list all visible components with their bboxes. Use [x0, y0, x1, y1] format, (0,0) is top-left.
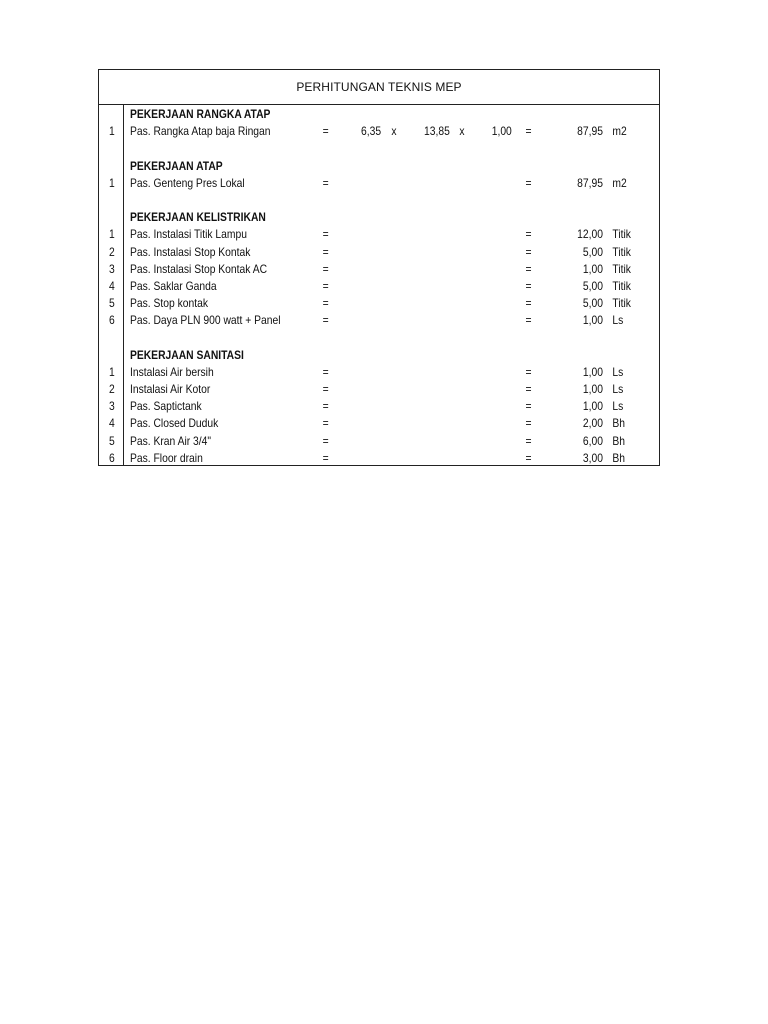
table-row: [99, 261, 659, 278]
table-row: [99, 123, 659, 140]
table-row: [99, 398, 659, 415]
table-row: [99, 295, 659, 312]
item-result: 1,00: [582, 261, 603, 276]
item-unit: Bh: [612, 433, 626, 448]
item-description: Pas. Stop kontak: [129, 296, 208, 311]
item-unit: Titik: [612, 244, 631, 259]
section-heading-row: [99, 158, 659, 175]
equals-sign: =: [525, 124, 532, 139]
equals-sign: =: [322, 175, 329, 190]
equals-sign: =: [322, 399, 329, 414]
equals-sign: =: [322, 313, 329, 328]
item-number: 2: [109, 244, 115, 259]
equals-sign: =: [525, 364, 532, 379]
section-heading: PEKERJAAN KELISTRIKAN: [129, 210, 266, 225]
section-spacer: [99, 192, 659, 209]
equals-sign: =: [525, 433, 532, 448]
item-result: 2,00: [582, 416, 603, 431]
table-row: [99, 244, 659, 261]
section-spacer: [99, 140, 659, 157]
calculation-sheet: [98, 69, 660, 466]
item-number: 1: [109, 364, 115, 379]
item-result: 1,00: [582, 364, 603, 379]
item-unit: Ls: [612, 313, 624, 328]
equals-sign: =: [322, 227, 329, 242]
item-number: 4: [109, 416, 115, 431]
equals-sign: =: [525, 244, 532, 259]
factor-1: 6,35: [360, 124, 382, 139]
item-description: Pas. Saklar Ganda: [129, 278, 217, 293]
table-row: [99, 433, 659, 450]
item-result: 12,00: [577, 227, 603, 242]
item-unit: Titik: [612, 227, 631, 242]
item-number: 2: [109, 382, 115, 396]
item-result: 5,00: [582, 244, 603, 259]
item-description: Pas. Floor drain: [129, 450, 203, 465]
equals-sign: =: [525, 278, 532, 293]
equals-sign: =: [322, 278, 329, 293]
item-unit: Bh: [612, 416, 626, 431]
multiply-sign: x: [459, 124, 465, 139]
item-result: 3,00: [582, 450, 603, 465]
item-description: Pas. Rangka Atap baja Ringan: [129, 124, 271, 139]
table-row: [99, 364, 659, 381]
item-unit: Ls: [612, 399, 624, 414]
item-description: Pas. Kran Air 3/4": [129, 433, 212, 448]
item-description: Instalasi Air Kotor: [129, 382, 211, 396]
item-result: 6,00: [582, 433, 603, 448]
section-heading-row: [99, 106, 659, 123]
item-number: 1: [109, 175, 115, 190]
equals-sign: =: [525, 261, 532, 276]
equals-sign: =: [322, 364, 329, 379]
item-number: 3: [109, 399, 115, 414]
equals-sign: =: [322, 433, 329, 448]
table-row: [99, 278, 659, 295]
item-unit: Bh: [612, 450, 626, 465]
equals-sign: =: [525, 416, 532, 431]
equals-sign: =: [525, 296, 532, 311]
item-description: Pas. Closed Duduk: [129, 416, 219, 431]
item-description: Pas. Instalasi Stop Kontak: [129, 244, 251, 259]
item-number: 1: [109, 227, 115, 242]
item-unit: Titik: [612, 261, 631, 276]
item-description: Pas. Saptictank: [129, 399, 202, 414]
item-unit: Ls: [612, 364, 624, 379]
item-description: Pas. Daya PLN 900 watt + Panel: [129, 313, 281, 328]
equals-sign: =: [322, 382, 329, 396]
equals-sign: =: [322, 450, 329, 465]
section-heading: PEKERJAAN RANGKA ATAP: [129, 107, 271, 121]
multiply-sign: x: [391, 124, 397, 139]
item-description: Pas. Genteng Pres Lokal: [129, 175, 245, 190]
table-row: [99, 415, 659, 432]
equals-sign: =: [322, 416, 329, 431]
table-row: [99, 450, 659, 467]
item-number: 5: [109, 296, 115, 311]
item-number: 4: [109, 278, 115, 293]
section-heading: PEKERJAAN ATAP: [129, 158, 223, 173]
table-row: [99, 381, 659, 398]
section-heading-row: [99, 209, 659, 226]
table-row: [99, 312, 659, 329]
section-heading: PEKERJAAN SANITASI: [129, 347, 244, 362]
item-unit: Ls: [612, 382, 624, 396]
equals-sign: =: [525, 382, 532, 396]
equals-sign: =: [322, 296, 329, 311]
item-unit: m2: [612, 175, 627, 190]
item-unit: Titik: [612, 278, 631, 293]
item-result: 87,95: [577, 124, 603, 139]
item-result: 1,00: [582, 399, 603, 414]
item-result: 5,00: [582, 296, 603, 311]
item-unit: m2: [612, 124, 627, 139]
section-spacer: [99, 329, 659, 346]
sheet-rows: [99, 106, 659, 467]
item-number: 6: [109, 313, 115, 328]
table-row: [99, 226, 659, 243]
factor-2: 13,85: [424, 124, 450, 139]
item-description: Pas. Instalasi Titik Lampu: [129, 227, 247, 242]
item-result: 1,00: [582, 313, 603, 328]
item-description: Pas. Instalasi Stop Kontak AC: [129, 261, 268, 276]
item-result: 5,00: [582, 278, 603, 293]
equals-sign: =: [322, 124, 329, 139]
item-description: Instalasi Air bersih: [129, 364, 214, 379]
equals-sign: =: [525, 175, 532, 190]
item-result: 1,00: [582, 382, 603, 396]
section-heading-row: [99, 347, 659, 364]
item-result: 87,95: [577, 175, 603, 190]
item-number: 1: [109, 124, 115, 139]
item-number: 3: [109, 261, 115, 276]
item-number: 6: [109, 450, 115, 465]
equals-sign: =: [525, 313, 532, 328]
equals-sign: =: [525, 399, 532, 414]
equals-sign: =: [525, 227, 532, 242]
sheet-title: PERHITUNGAN TEKNIS MEP: [99, 70, 659, 105]
table-row: [99, 175, 659, 192]
equals-sign: =: [322, 244, 329, 259]
equals-sign: =: [322, 261, 329, 276]
factor-3: 1,00: [491, 124, 512, 139]
item-unit: Titik: [612, 296, 631, 311]
item-number: 5: [109, 433, 115, 448]
equals-sign: =: [525, 450, 532, 465]
